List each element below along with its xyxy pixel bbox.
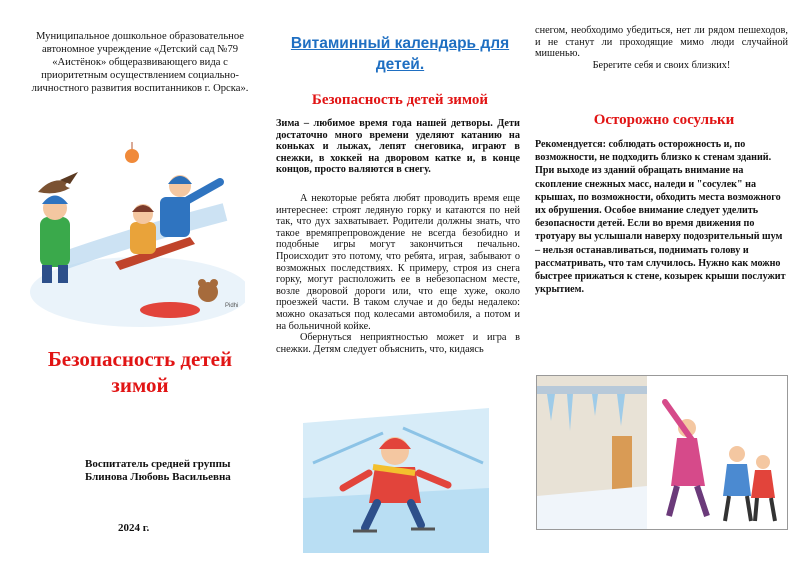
intro-paragraph: Зима – любимое время года нашей детворы. Дети достаточно много времени уделяют катанию на коньках и лыжах, лепят снеговика, играют в снежки, в хоккей на дворовом катке и, в конце концов, просто валяются в снегу. <box>276 118 520 176</box>
paragraph-snowball: Обернуться неприятностью может и игра в снежки. Детям следует объяснить, что, кидаясь <box>276 332 520 355</box>
calendar-link-title[interactable]: Витаминный календарь для детей. <box>290 35 510 73</box>
paragraph-continuation: снегом, необходимо убедиться, нет ли рядом пешеходов, и не станут ли проходящие мимо люди случайной мишенью. <box>535 25 788 60</box>
body-text <box>276 193 520 355</box>
icicles-recommendation: Рекомендуется: соблюдать осторожность и, по возможности, не подходить близко к стенам зданий. При выходе из зданий обращать внимание на скопление снежных масс, наледи и "сосулек" на крышах, по возможности, обходить места возможного их обрушения. Особое внимание следует уделить безопасности детей. Если во время движения по тротуару вы услышали наверху подозрительный шум – нельзя останавливаться, поднимать голову и рассматривать, что там случилось. Нужно как можно быстрее прижаться к стене, козырек крыши послужит укрытием. <box>535 139 786 296</box>
author: Воспитатель средней группы Блинова Любовь Васильевна <box>85 458 231 483</box>
cover-title: Безопасность детей зимой <box>47 347 233 397</box>
year: 2024 г. <box>118 522 150 534</box>
institution-name: Муниципальное дошкольное образовательное автономное учреждение «Детский сад №79 «Аистёнок» общеразвивающего вида с приоритетным осуществлением социально-личностного развития воспитанников г. Орска». <box>31 31 249 94</box>
continued-text <box>535 25 788 71</box>
svg-text:Pidhi: Pidhi <box>225 303 239 309</box>
winter-children-sled-illustration <box>20 142 245 330</box>
girl-skating-illustration <box>303 403 489 553</box>
paragraph-slide-danger: А некоторые ребята любят проводить время еще интереснее: строят ледяную горку и катаются по ней так, что дух захватывает. Родители должны знать, что такое времяпрепровождение не всегда безобидно и подобные игры могут закончиться печально. Происходит это потому, что ребята, играя, забывают о возможных последствиях. К примеру, строя из снега горку, могут расположить ее в небезопасном месте, возле дворовой дороги или, что еще хуже, около проезжей части. В таком случае и до беды недалеко: можно оказаться под колесами автомобиля, а потом и на больничной койке. <box>276 193 520 332</box>
section-title-icicles: Осторожно сосульки <box>593 112 735 128</box>
icicles-warning-illustration <box>536 375 788 530</box>
section-title-winter-safety: Безопасность детей зимой <box>311 92 489 108</box>
take-care-line: Берегите себя и своих близких! <box>592 59 731 71</box>
